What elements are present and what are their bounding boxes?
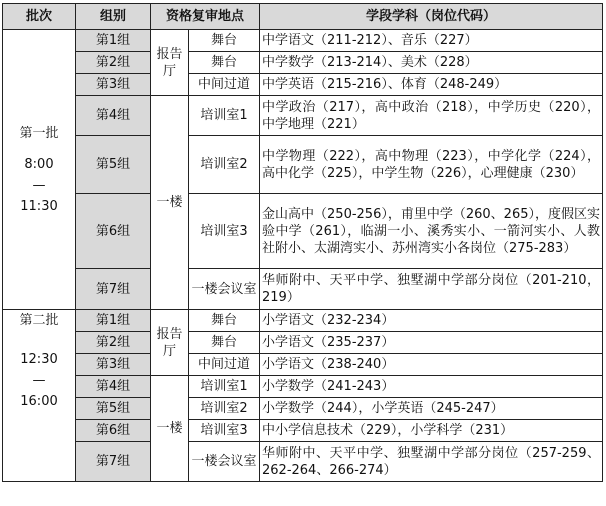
table-row	[3, 442, 603, 482]
subject-list: 小学语文（232-234）	[260, 310, 603, 332]
venue-hall: 报告厅	[151, 310, 189, 376]
header-group: 组别	[76, 4, 151, 30]
subject-list: 华师附中、天平中学、独墅湖中学部分岗位（257-259、262-264、266-274）	[260, 442, 603, 482]
room-label: 培训室1	[189, 376, 260, 398]
table-row	[3, 354, 603, 376]
group-label: 第7组	[76, 269, 151, 310]
batch-end-time: 16:00	[20, 394, 58, 409]
table-row	[3, 398, 603, 420]
batch-time-dash: —	[32, 373, 46, 388]
group-label: 第2组	[76, 52, 151, 74]
room-label: 舞台	[189, 52, 260, 74]
batch-start-time: 12:30	[20, 352, 58, 367]
subject-list: 中学语文（211-212）、音乐（227）	[260, 30, 603, 52]
table-row	[3, 194, 603, 269]
table-row	[3, 52, 603, 74]
room-label: 舞台	[189, 30, 260, 52]
group-label: 第3组	[76, 74, 151, 96]
room-label: 培训室3	[189, 420, 260, 442]
table-row	[3, 96, 603, 136]
header-subject: 学段学科（岗位代码）	[260, 4, 603, 30]
room-label: 舞台	[189, 310, 260, 332]
batch-end-time: 11:30	[20, 198, 58, 214]
batch-cell	[3, 310, 76, 482]
room-label: 培训室2	[189, 136, 260, 194]
review-schedule-table	[2, 3, 603, 482]
batch-cell	[3, 30, 76, 310]
room-label: 培训室1	[189, 96, 260, 136]
room-label: 一楼会议室	[189, 442, 260, 482]
header-row	[3, 4, 603, 30]
subject-list: 华师附中、天平中学、独墅湖中学部分岗位（201-210，219）	[260, 269, 603, 310]
room-label: 中间过道	[189, 354, 260, 376]
subject-list: 金山高中（250-256），甫里中学（260、265），度假区实验中学（261），临湖一小、溪秀实小、一箭河实小、人教社附小、太湖湾实小、苏州湾实小各岗位（275-283）	[260, 194, 603, 269]
table-row	[3, 74, 603, 96]
room-label: 舞台	[189, 332, 260, 354]
batch-start-time: 8:00	[24, 156, 54, 172]
header-venue: 资格复审地点	[151, 4, 260, 30]
subject-list: 中学英语（215-216）、体育（248-249）	[260, 74, 603, 96]
table-row	[3, 269, 603, 310]
group-label: 第1组	[76, 310, 151, 332]
table-row	[3, 310, 603, 332]
table-row	[3, 30, 603, 52]
table-row	[3, 332, 603, 354]
group-label: 第1组	[76, 30, 151, 52]
group-label: 第4组	[76, 96, 151, 136]
subject-list: 中小学信息技术（229），小学科学（231）	[260, 420, 603, 442]
venue-hall: 报告厅	[151, 30, 189, 96]
subject-list: 小学数学（244），小学英语（245-247）	[260, 398, 603, 420]
table-row	[3, 420, 603, 442]
batch-time-dash: —	[32, 177, 46, 193]
room-label: 培训室3	[189, 194, 260, 269]
group-label: 第4组	[76, 376, 151, 398]
subject-list: 小学数学（241-243）	[260, 376, 603, 398]
subject-list: 中学政治（217），高中政治（218），中学历史（220），中学地理（221）	[260, 96, 603, 136]
header-batch: 批次	[3, 4, 76, 30]
room-label: 培训室2	[189, 398, 260, 420]
venue-first-floor: 一楼	[151, 376, 189, 482]
group-label: 第5组	[76, 398, 151, 420]
room-label: 中间过道	[189, 74, 260, 96]
group-label: 第6组	[76, 420, 151, 442]
batch-label: 第一批	[19, 125, 59, 141]
subject-list: 中学数学（213-214）、美术（228）	[260, 52, 603, 74]
room-label: 一楼会议室	[189, 269, 260, 310]
table-row	[3, 376, 603, 398]
group-label: 第5组	[76, 136, 151, 194]
group-label: 第3组	[76, 354, 151, 376]
batch-label: 第二批	[19, 313, 59, 328]
group-label: 第6组	[76, 194, 151, 269]
table-row	[3, 136, 603, 194]
group-label: 第7组	[76, 442, 151, 482]
subject-list: 小学语文（238-240）	[260, 354, 603, 376]
group-label: 第2组	[76, 332, 151, 354]
subject-list: 中学物理（222），高中物理（223），中学化学（224），高中化学（225），中学生物（226），心理健康（230）	[260, 136, 603, 194]
venue-first-floor: 一楼	[151, 96, 189, 310]
subject-list: 小学语文（235-237）	[260, 332, 603, 354]
